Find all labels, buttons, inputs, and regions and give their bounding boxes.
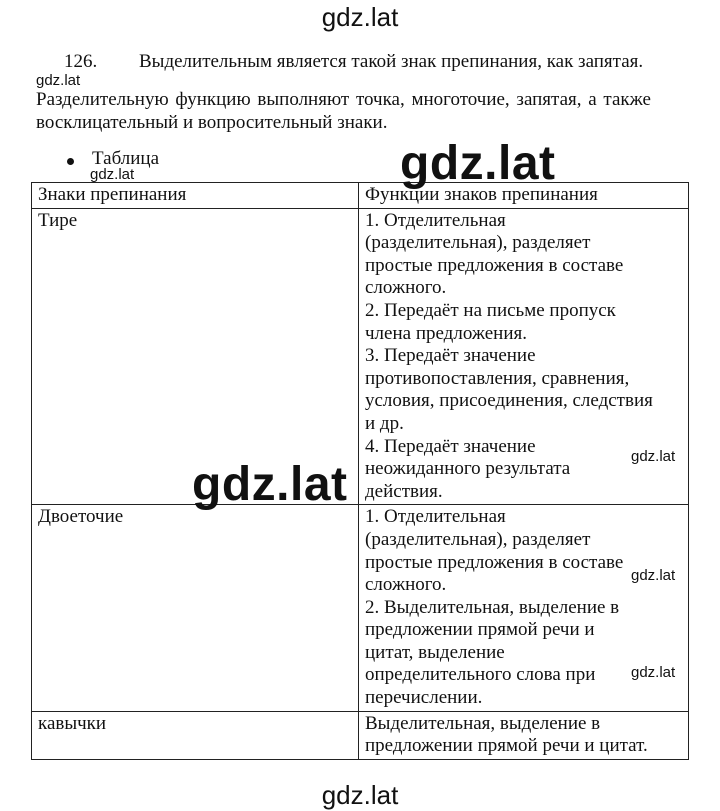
function-line: (разделительная), разделяет <box>365 528 591 550</box>
function-line: предложении прямой речи и <box>365 619 595 641</box>
function-line: и др. <box>365 412 404 434</box>
function-line: перечислении. <box>365 687 483 709</box>
table-header-cell: Знаки препинания <box>32 183 359 209</box>
sign-cell: Тире <box>32 208 359 505</box>
function-line: предложении прямой речи и цитат. <box>365 735 648 757</box>
watermark-bottom: gdz.lat <box>321 780 399 810</box>
bullet-label: Таблица <box>92 148 160 169</box>
function-line: 1. Отделительная <box>365 506 506 528</box>
table-row <box>32 711 689 759</box>
function-line: простые предложения в составе <box>365 254 624 276</box>
table-row <box>32 208 689 505</box>
function-line: 4. Передаёт значение <box>365 435 536 457</box>
functions-cell <box>359 711 689 759</box>
function-line: Выделительная, выделение в <box>365 712 601 734</box>
function-line: простые предложения в составе <box>365 551 624 573</box>
function-line: действия. <box>365 480 443 502</box>
table-row <box>32 505 689 711</box>
sign-cell: Двоеточие <box>32 505 359 711</box>
watermark-small: gdz.lat <box>631 567 676 584</box>
bullet-dot <box>67 158 74 165</box>
task-line-1: Выделительным является такой знак препинания, как запятая. <box>139 51 644 72</box>
function-line: 2. Выделительная, выделение в <box>365 596 620 618</box>
function-line: противопоставления, сравнения, <box>365 367 630 389</box>
function-line: члена предложения. <box>365 322 527 344</box>
punctuation-table <box>31 182 689 760</box>
task-line-2: Разделительную функцию выполняют точка, многоточие, запятая, а также <box>36 89 651 110</box>
function-line: определительного слова при <box>365 664 596 686</box>
function-line: неожиданного результата <box>365 458 571 480</box>
watermark-small: gdz.lat <box>631 664 676 681</box>
watermark-top: gdz.lat <box>321 2 399 32</box>
function-line: условия, присоединения, следствия <box>365 390 653 412</box>
task-line-3: восклицательный и вопросительный знаки. <box>36 112 388 133</box>
task-number: 126. <box>64 51 98 72</box>
function-line: 3. Передаёт значение <box>365 345 536 367</box>
function-line: сложного. <box>365 277 447 299</box>
function-line: 2. Передаёт на письме пропуск <box>365 299 616 321</box>
function-line: сложного. <box>365 574 447 596</box>
function-line: цитат, выделение <box>365 641 505 663</box>
watermark-small: gdz.lat <box>90 166 135 183</box>
function-line: (разделительная), разделяет <box>365 232 591 254</box>
watermark-small: gdz.lat <box>36 72 81 89</box>
table-header-row <box>32 183 689 209</box>
watermark-large: gdz.lat <box>192 458 348 511</box>
watermark-small: gdz.lat <box>631 448 676 465</box>
table-header-cell: Функции знаков препинания <box>359 183 689 209</box>
sign-cell: кавычки <box>32 711 359 759</box>
function-line: 1. Отделительная <box>365 209 506 231</box>
watermark-large: gdz.lat <box>400 137 556 190</box>
